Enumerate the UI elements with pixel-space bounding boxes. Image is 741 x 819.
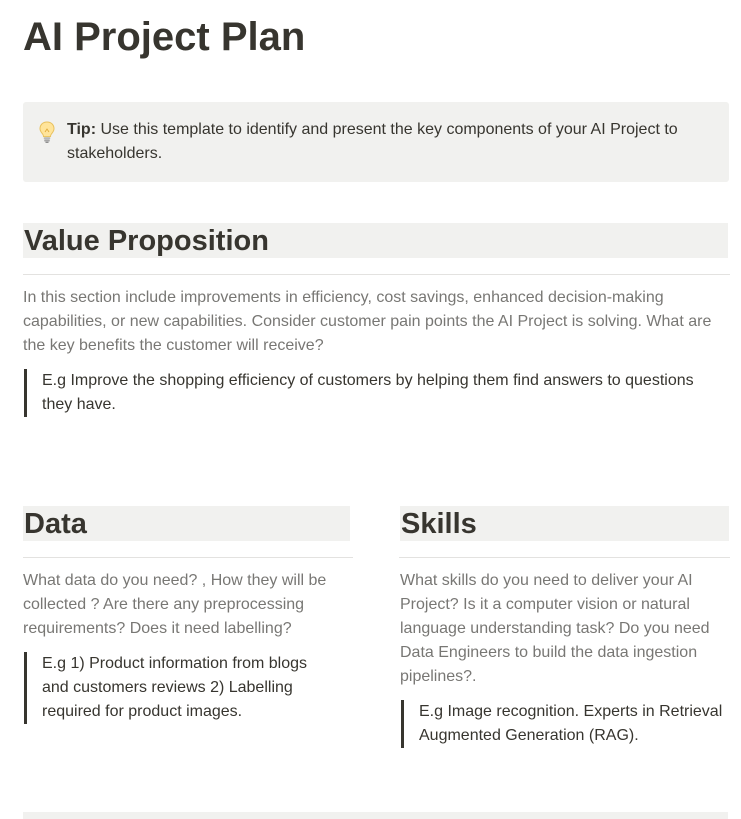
tip-text	[67, 118, 707, 166]
value-proposition-heading-block	[23, 223, 728, 258]
tip-body: Use this template to identify and present the key components of your AI Project to stakeholders.	[67, 121, 678, 162]
value-proposition-description: In this section include improvements in efficiency, cost savings, enhanced decision-making capabilities, or new capabilities. Consider customer pain points the AI Project is solving. What are the key benefits the customer will receive?	[23, 289, 712, 354]
skills-heading: Skills	[401, 508, 477, 540]
lightbulb-icon	[37, 120, 57, 144]
next-heading-block	[23, 812, 728, 819]
data-example-quote: E.g 1) Product information from blogs and customers reviews 2) Labelling required for product images.	[24, 652, 324, 724]
skills-heading-block	[400, 506, 729, 541]
tip-label: Tip:	[67, 121, 97, 138]
skills-description: What skills do you need to deliver your AI Project? Is it a computer vision or natural language understanding task? Do you need Data Engineers to build the data ingestion pipelines?.	[400, 572, 710, 685]
value-proposition-example-quote: E.g Improve the shopping efficiency of customers by helping them find answers to questions they have.	[24, 369, 724, 417]
data-description: What data do you need? , How they will be collected ? Are there any preprocessing requirements? Does it need labelling?	[23, 572, 327, 637]
data-heading-block	[23, 506, 350, 541]
value-proposition-heading: Value Proposition	[24, 225, 269, 257]
data-divider	[23, 557, 353, 558]
value-proposition-divider	[23, 274, 730, 275]
tip-callout	[23, 102, 729, 182]
page-title: AI Project Plan	[23, 15, 306, 59]
skills-divider	[399, 557, 730, 558]
skills-example-quote: E.g Image recognition. Experts in Retrieval Augmented Generation (RAG).	[401, 700, 726, 748]
data-heading: Data	[24, 508, 87, 540]
